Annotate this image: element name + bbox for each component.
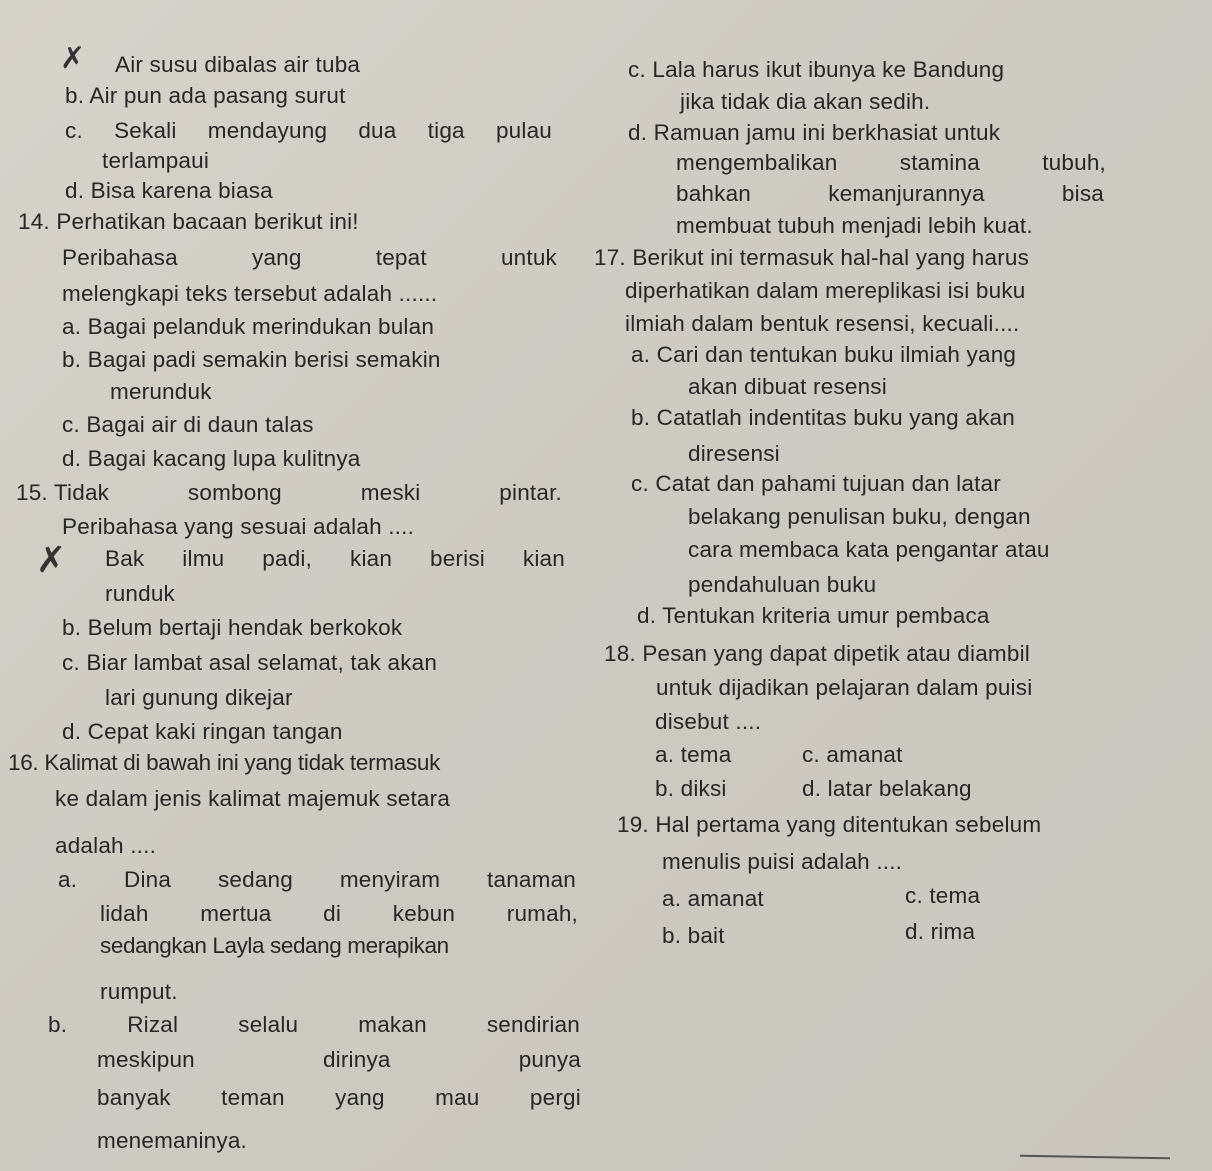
q13-option-d: d. Bisa karena biasa xyxy=(65,178,273,203)
q19-option-c: c. tema xyxy=(905,883,981,908)
q15-prompt: Peribahasa yang sesuai adalah .... xyxy=(62,514,415,539)
q16-option-b: b. Rizal selalu makan sendirian xyxy=(48,1012,580,1037)
q15-option-a: Bak ilmu padi, kian berisi kian xyxy=(105,546,565,571)
q17-option-d: d. Tentukan kriteria umur pembaca xyxy=(637,603,990,628)
q16-option-b-line3: banyak teman yang mau pergi xyxy=(97,1085,581,1110)
q17-prompt-line2: diperhatikan dalam mereplikasi isi buku xyxy=(625,278,1026,303)
q14-option-c: c. Bagai air di daun talas xyxy=(62,412,314,437)
q13-option-c-right: c. Lala harus ikut ibunya ke Bandung xyxy=(628,57,1005,82)
q18-prompt-line2: untuk dijadikan pelajaran dalam puisi xyxy=(656,675,1033,700)
q15-option-b: b. Belum bertaji hendak berkokok xyxy=(62,615,403,640)
q15-option-c: c. Biar lambat asal selamat, tak akan xyxy=(62,650,438,675)
q16-option-a-line2: lidah mertua di kebun rumah, xyxy=(100,901,578,926)
q14-option-b-cont: merunduk xyxy=(110,379,212,404)
q17-option-c: c. Catat dan pahami tujuan dan latar xyxy=(631,471,1001,496)
q19-option-a: a. amanat xyxy=(662,886,764,911)
q16-option-a: a. Dina sedang menyiram tanaman xyxy=(58,867,576,892)
q17-option-a-cont: akan dibuat resensi xyxy=(688,374,887,399)
q14-option-b: b. Bagai padi semakin berisi semakin xyxy=(62,347,441,372)
q13-option-d-right: d. Ramuan jamu ini berkhasiat untuk xyxy=(628,120,1001,145)
q15-option-a-cont: runduk xyxy=(105,581,175,606)
q18-option-d: d. latar belakang xyxy=(802,776,972,801)
q16-option-a-line4: rumput. xyxy=(100,979,178,1004)
q16-prompt-line3: adalah .... xyxy=(55,833,157,858)
q16-prompt-line2: ke dalam jenis kalimat majemuk setara xyxy=(55,786,451,811)
q19-prompt: menulis puisi adalah .... xyxy=(662,849,903,874)
q18-option-a: a. tema xyxy=(655,742,732,767)
q19-title: 19. Hal pertama yang ditentukan sebelum xyxy=(617,812,1042,837)
q16-option-a-line3: sedangkan Layla sedang merapikan xyxy=(100,933,449,958)
q15-option-c-cont: lari gunung dikejar xyxy=(105,685,293,710)
q14-title: 14. Perhatikan bacaan berikut ini! xyxy=(18,209,359,234)
q16-option-b-line4: menemaninya. xyxy=(97,1128,247,1153)
q18-prompt-line3: disebut .... xyxy=(655,709,762,734)
q17-title: 17. Berikut ini termasuk hal-hal yang harus xyxy=(594,245,1030,270)
q18-title: 18. Pesan yang dapat dipetik atau diambil xyxy=(604,641,1030,666)
q17-option-a: a. Cari dan tentukan buku ilmiah yang xyxy=(631,342,1017,367)
q17-prompt-line3: ilmiah dalam bentuk resensi, kecuali.... xyxy=(625,311,1020,336)
answer-cross-mark-15: ✗ xyxy=(36,540,67,581)
q18-option-c: c. amanat xyxy=(802,742,903,767)
q14-option-a: a. Bagai pelanduk merindukan bulan xyxy=(62,314,435,339)
q17-option-c-line3: cara membaca kata pengantar atau xyxy=(688,537,1050,562)
q17-option-c-line4: pendahuluan buku xyxy=(688,572,877,597)
q14-prompt-line1: Peribahasa yang tepat untuk xyxy=(62,245,557,270)
q18-option-b: b. diksi xyxy=(655,776,727,801)
q17-option-c-line2: belakang penulisan buku, dengan xyxy=(688,504,1031,529)
q13-option-c-right-cont: jika tidak dia akan sedih. xyxy=(680,89,931,114)
q13-option-d-line3: bahkan kemanjurannya bisa xyxy=(676,181,1104,206)
q13-option-d-line4: membuat tubuh menjadi lebih kuat. xyxy=(676,213,1033,238)
q13-option-b: b. Air pun ada pasang surut xyxy=(65,83,346,108)
answer-cross-mark-13: ✗ xyxy=(60,41,86,76)
q13-option-c: c. Sekali mendayung dua tiga pulau xyxy=(65,118,552,143)
q16-title: 16. Kalimat di bawah ini yang tidak termasuk xyxy=(8,750,441,775)
q19-option-d: d. rima xyxy=(905,919,976,944)
q16-option-b-line2: meskipun dirinya punya xyxy=(97,1047,581,1072)
q15-option-d: d. Cepat kaki ringan tangan xyxy=(62,719,343,744)
q17-option-b-cont: diresensi xyxy=(688,441,780,466)
q17-option-b: b. Catatlah indentitas buku yang akan xyxy=(631,405,1015,430)
q19-option-b: b. bait xyxy=(662,923,725,948)
q13-option-a: Air susu dibalas air tuba xyxy=(115,52,361,77)
q13-option-d-line2: mengembalikan stamina tubuh, xyxy=(676,150,1106,175)
q14-prompt-line2: melengkapi teks tersebut adalah ...... xyxy=(62,281,438,306)
q14-option-d: d. Bagai kacang lupa kulitnya xyxy=(62,446,361,471)
q13-option-c-cont: terlampaui xyxy=(102,148,210,173)
q15-title: 15. Tidak sombong meski pintar. xyxy=(16,480,562,505)
